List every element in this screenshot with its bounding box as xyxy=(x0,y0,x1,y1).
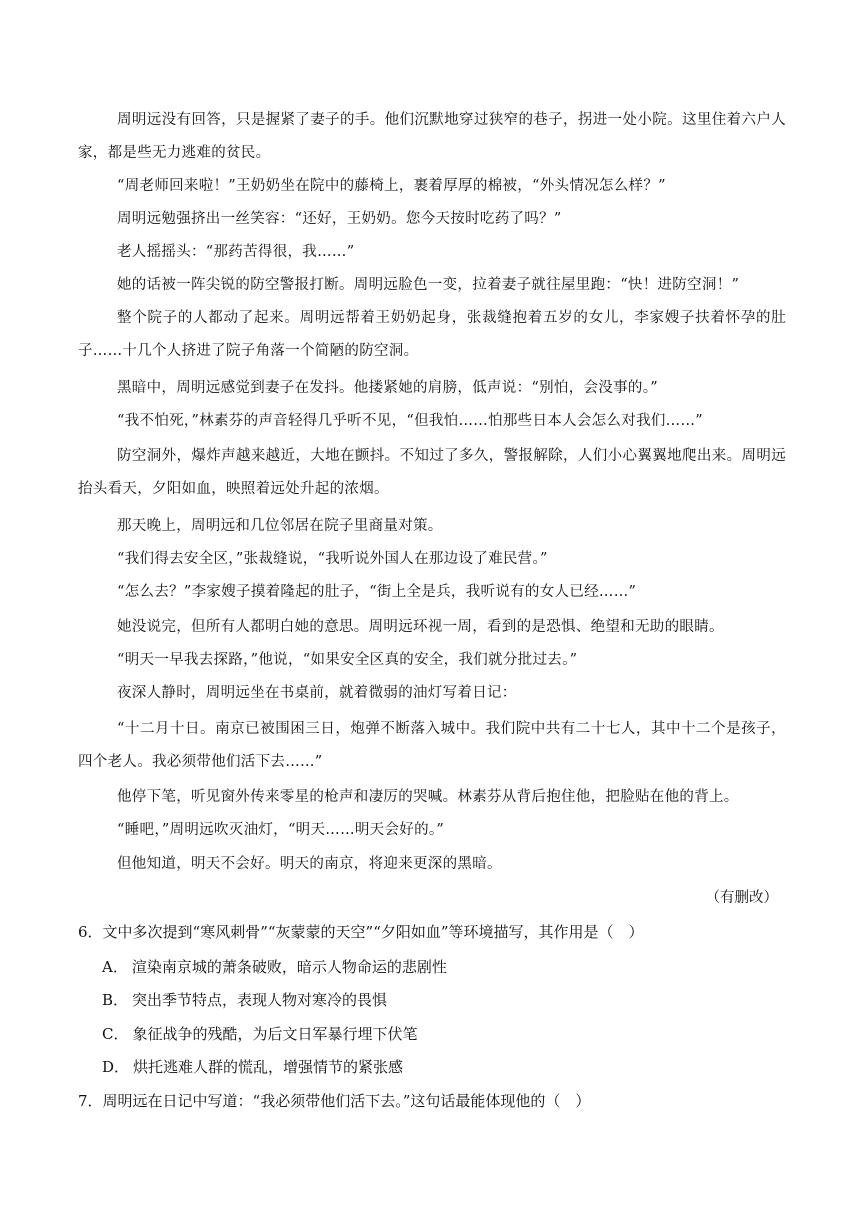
question-stem: 7．周明远在日记中写道：“我必须带他们活下去。”这句话最能体现他的（ ） xyxy=(78,1092,591,1110)
passage-paragraph: “怎么去？”李家嫂子摸着隆起的肚子，“街上全是兵，我听说有的女人已经……” xyxy=(117,584,637,600)
passage-paragraph: 老人摇摇头：“那药苦得很，我……” xyxy=(117,244,355,260)
option-letter: B． xyxy=(102,991,129,1009)
passage-paragraph: 那天晚上，周明远和几位邻居在院子里商量对策。 xyxy=(117,518,443,534)
passage-paragraph: 周明远没有回答，只是握紧了妻子的手。他们沉默地穿过狭窄的巷子，拐进一处小院。这里住着六户人家，都是些无力逃难的贫民。 xyxy=(78,112,786,161)
passage-paragraph: 但他知道，明天不会好。明天的南京，将迎来更深的黑暗。 xyxy=(117,856,502,872)
option-c[interactable] xyxy=(102,1018,418,1051)
source-note: （有删改） xyxy=(705,890,778,906)
option-text: 烘托逃难人群的慌乱，增强情节的紧张感 xyxy=(133,1058,404,1076)
passage-paragraph: 他停下笔，听见窗外传来零星的枪声和凄厉的哭喊。林素芬从背后抱住他，把脸贴在他的背上。 xyxy=(117,789,739,805)
option-text: 突出季节特点，表现人物对寒冷的畏惧 xyxy=(132,991,388,1009)
passage-paragraph: 黑暗中，周明远感觉到妻子在发抖。他搂紧她的肩膀，低声说：“别怕，会没事的。” xyxy=(117,380,658,396)
passage-paragraph: 整个院子的人都动了起来。周明远帮着王奶奶起身，张裁缝抱着五岁的女儿，李家嫂子扶着怀孕的肚子……十几个人挤进了院子角落一个简陋的防空洞。 xyxy=(78,310,786,359)
passage-paragraph: 防空洞外，爆炸声越来越近，大地在颤抖。不知过了多久，警报解除，人们小心翼翼地爬出来。周明远抬头看天，夕阳如血，映照着远处升起的浓烟。 xyxy=(78,448,786,497)
passage-paragraph: “我不怕死，”林素芬的声音轻得几乎听不见，“但我怕……怕那些日本人会怎么对我们……” xyxy=(117,413,703,429)
option-text: 渲染南京城的萧条破败，暗示人物命运的悲剧性 xyxy=(131,958,447,976)
passage-paragraph: “十二月十日。南京已被围困三日，炮弹不断落入城中。我们院中共有二十七人，其中十二个是孩子，四个老人。我必须带他们活下去……” xyxy=(78,721,786,770)
option-d[interactable] xyxy=(102,1051,403,1084)
option-a[interactable] xyxy=(102,951,447,984)
passage-paragraph: “周老师回来啦！”王奶奶坐在院中的藤椅上，裹着厚厚的棉被，“外头情况怎么样？” xyxy=(117,178,666,194)
passage-paragraph: “睡吧，”周明远吹灭油灯，“明天……明天会好的。” xyxy=(117,822,445,838)
passage-paragraph: 她的话被一阵尖锐的防空警报打断。周明远脸色一变，拉着妻子就往屋里跑：“快！进防空洞！” xyxy=(117,277,740,293)
passage-paragraph: 夜深人静时，周明远坐在书桌前，就着微弱的油灯写着日记： xyxy=(117,685,517,701)
passage-paragraph: 她没说完，但所有人都明白她的意思。周明远环视一周，看到的是恐惧、绝望和无助的眼睛。 xyxy=(117,619,724,635)
option-letter: D． xyxy=(102,1058,130,1076)
question-stem: 6．文中多次提到“寒风刺骨”“灰蒙蒙的天空”“夕阳如血”等环境描写，其作用是（ ） xyxy=(78,923,644,941)
passage-paragraph: “明天一早我去探路，”他说，“如果安全区真的安全，我们就分批过去。” xyxy=(117,652,578,668)
option-text: 象征战争的残酷，为后文日军暴行埋下伏笔 xyxy=(132,1025,418,1043)
passage-paragraph: 周明远勉强挤出一丝笑容：“还好，王奶奶。您今天按时吃药了吗？” xyxy=(117,211,562,227)
passage-paragraph: “我们得去安全区，”张裁缝说，“我听说外国人在那边设了难民营。” xyxy=(117,551,548,567)
option-letter: C． xyxy=(102,1025,129,1043)
option-letter: A． xyxy=(102,958,128,976)
option-b[interactable] xyxy=(102,984,387,1017)
